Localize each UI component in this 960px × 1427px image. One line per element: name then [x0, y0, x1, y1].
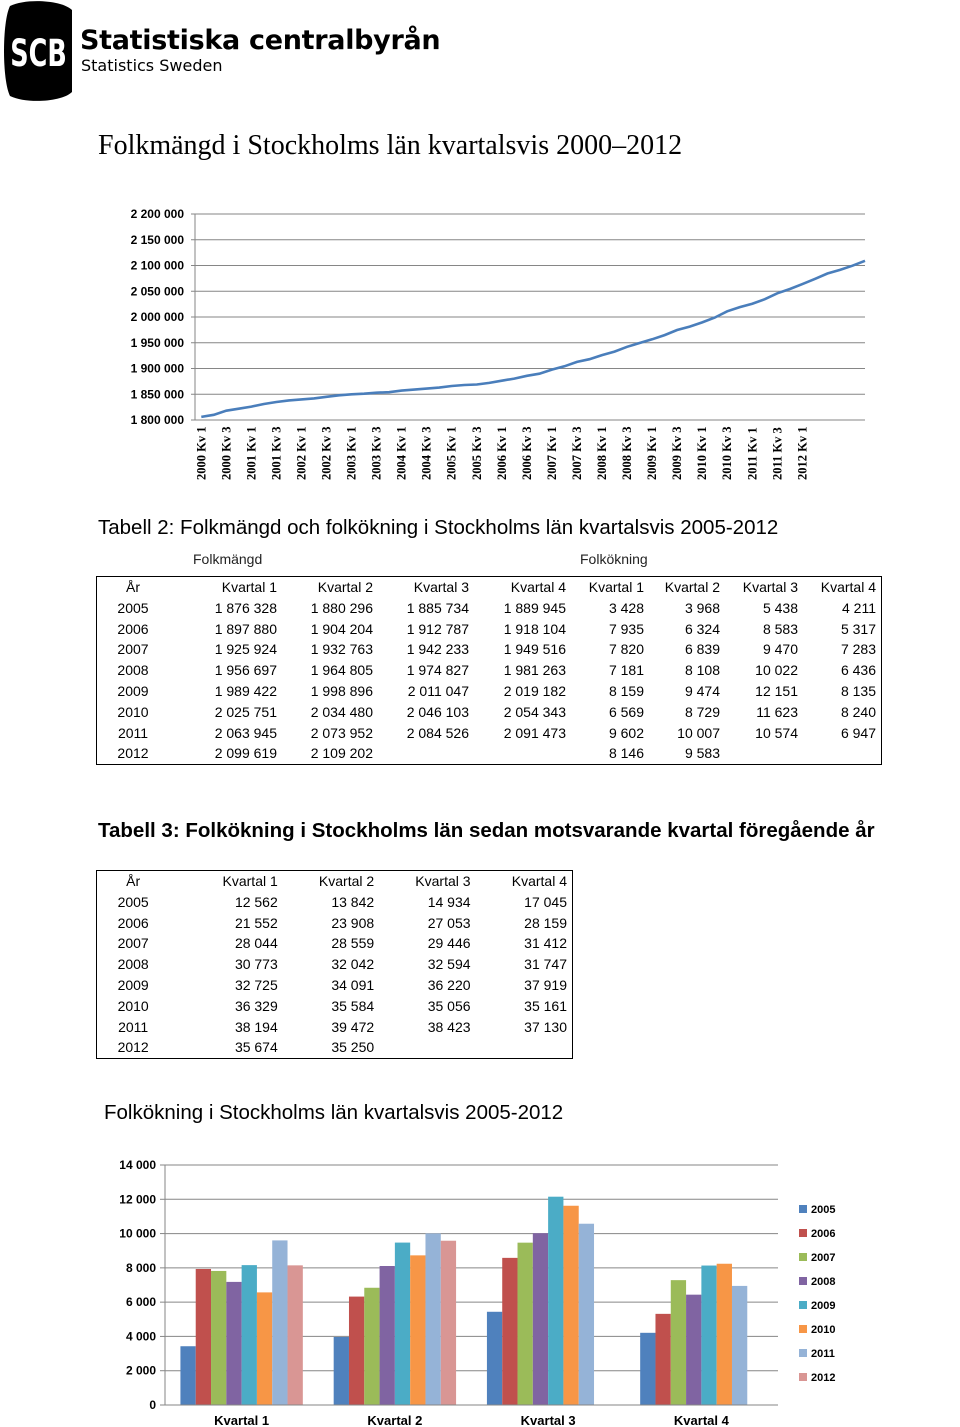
table-row [97, 975, 572, 996]
value-cell: 38 194 [234, 1018, 278, 1035]
value-cell: 6 947 [840, 724, 876, 741]
value-cell: 1 912 787 [406, 620, 469, 637]
bar-2007 [211, 1271, 226, 1405]
value-cell: 37 130 [524, 1018, 567, 1035]
scb-logo-icon [2, 0, 74, 102]
value-cell: 32 594 [427, 956, 471, 973]
bar-2008 [380, 1266, 395, 1405]
value-cell: 4 211 [842, 599, 876, 616]
value-cell: 5 438 [762, 599, 798, 616]
bar-2012 [288, 1265, 303, 1405]
value-cell [379, 1037, 475, 1058]
year-cell: 2011 [117, 724, 149, 741]
bar-2006 [655, 1314, 670, 1405]
table-row [97, 702, 881, 723]
table-row [97, 954, 572, 975]
value-cell: 34 091 [331, 976, 375, 993]
value-cell: 7 820 [608, 641, 644, 658]
table-row [97, 892, 572, 913]
population-line-chart [100, 200, 872, 490]
column-header: Kvartal 4 [511, 873, 567, 889]
column-header: Kvartal 1 [588, 579, 644, 595]
value-cell: 1 974 827 [406, 662, 469, 679]
value-cell [803, 743, 881, 764]
value-cell: 2 019 182 [503, 682, 566, 699]
bar-2009 [395, 1243, 410, 1405]
value-cell [476, 1037, 572, 1058]
value-cell: 1 925 924 [214, 641, 277, 658]
x-tick-label: 2009 Kv 1 [645, 426, 660, 480]
x-tick-label: 2006 Kv 1 [494, 426, 509, 480]
value-cell: 2 073 952 [310, 724, 373, 741]
value-cell: 9 583 [684, 745, 720, 762]
x-tick-label: 2007 Kv 3 [569, 426, 584, 480]
value-cell: 2 034 480 [310, 703, 373, 720]
x-tick-label: 2004 Kv 1 [394, 426, 409, 480]
x-tick-label: 2001 Kv 1 [244, 426, 259, 480]
value-cell: 35 056 [427, 997, 471, 1014]
y-tick-label: 1 850 000 [130, 387, 184, 402]
value-cell: 9 602 [608, 724, 644, 741]
value-cell [725, 743, 803, 764]
year-cell: 2006 [117, 914, 149, 931]
x-tick-label: 2005 Kv 3 [469, 426, 484, 480]
value-cell: 2 084 526 [406, 724, 469, 741]
value-cell: 2 025 751 [214, 703, 277, 720]
bar-2012 [441, 1241, 456, 1405]
x-tick-label: 2003 Kv 1 [344, 426, 359, 480]
value-cell: 10 007 [677, 724, 720, 741]
bar-2010 [717, 1264, 732, 1405]
value-cell: 17 045 [524, 893, 567, 910]
value-cell: 35 161 [524, 997, 567, 1014]
bar-2007 [364, 1288, 379, 1405]
value-cell: 6 569 [608, 703, 644, 720]
legend-swatch [799, 1205, 807, 1213]
value-cell: 1 956 697 [214, 662, 277, 679]
value-cell: 1 885 734 [406, 599, 469, 616]
value-cell: 1 876 328 [214, 599, 277, 616]
value-cell: 39 472 [331, 1018, 375, 1035]
x-tick-label: 2000 Kv 1 [194, 426, 209, 480]
value-cell: 1 942 233 [406, 641, 469, 658]
value-cell: 38 423 [427, 1018, 471, 1035]
year-cell: 2007 [117, 935, 149, 952]
value-cell: 28 559 [331, 935, 375, 952]
x-tick-label: 2012 Kv 1 [795, 426, 810, 480]
column-header: Kvartal 2 [664, 579, 720, 595]
value-cell: 29 446 [427, 935, 471, 952]
value-cell: 28 159 [524, 914, 567, 931]
year-cell: 2009 [117, 976, 149, 993]
x-category-label: Kvartal 1 [214, 1413, 270, 1427]
value-cell: 3 428 [608, 599, 644, 616]
year-cell: 2005 [117, 893, 149, 910]
value-cell: 1 889 945 [503, 599, 566, 616]
bar-2005 [334, 1337, 349, 1405]
legend-swatch [799, 1229, 807, 1237]
x-tick-label: 2002 Kv 3 [319, 426, 334, 480]
logo-text: SCB [10, 31, 67, 76]
x-category-label: Kvartal 3 [520, 1413, 576, 1427]
y-tick-label: 2 000 000 [130, 310, 184, 324]
y-tick-label: 2 200 000 [130, 207, 184, 221]
value-cell: 3 968 [684, 599, 720, 616]
column-header: Kvartal 3 [742, 579, 798, 595]
value-cell: 1 880 296 [310, 599, 373, 616]
value-cell: 31 412 [524, 935, 567, 952]
legend-label: 2010 [811, 1324, 836, 1336]
value-cell: 6 324 [684, 620, 720, 637]
table-row [97, 1017, 572, 1038]
column-header: Kvartal 2 [318, 873, 375, 889]
table-row [97, 598, 881, 619]
value-cell: 2 046 103 [406, 703, 469, 720]
value-cell: 32 725 [234, 976, 278, 993]
table-row [97, 619, 881, 640]
legend-label: 2008 [811, 1276, 836, 1288]
value-cell: 35 674 [234, 1039, 278, 1056]
y-tick-label: 2 050 000 [130, 284, 184, 299]
value-cell: 1 964 805 [310, 662, 373, 679]
year-cell: 2010 [117, 703, 149, 720]
column-header: Kvartal 2 [317, 579, 373, 595]
column-header-year: År [126, 873, 141, 889]
x-category-label: Kvartal 2 [367, 1413, 423, 1427]
table2-title: Tabell 2: Folkmängd och folkökning i Stockholms län kvartalsvis 2005-2012 [98, 516, 779, 539]
value-cell: 35 584 [331, 997, 375, 1014]
legend-label: 2007 [811, 1252, 836, 1264]
value-cell: 35 250 [331, 1039, 375, 1056]
year-cell: 2012 [117, 1039, 149, 1056]
x-tick-label: 2002 Kv 1 [294, 426, 309, 480]
value-cell: 1 918 104 [503, 620, 566, 637]
value-cell: 8 146 [608, 745, 644, 762]
legend-label: 2009 [811, 1300, 836, 1312]
column-header: Kvartal 3 [413, 579, 469, 595]
value-cell [474, 743, 571, 764]
y-tick-label: 0 [149, 1398, 156, 1412]
value-cell: 8 729 [684, 703, 720, 720]
x-tick-label: 2006 Kv 3 [519, 426, 534, 480]
y-tick-label: 14 000 [119, 1158, 156, 1172]
legend-swatch [799, 1301, 807, 1309]
bar-chart-title: Folkökning i Stockholms län kvartalsvis 2005-2012 [104, 1101, 564, 1124]
year-cell: 2005 [117, 599, 149, 616]
legend-swatch [799, 1325, 807, 1333]
table3 [96, 870, 573, 1059]
value-cell: 1 904 204 [310, 620, 373, 637]
column-header: Kvartal 1 [221, 579, 277, 595]
table3-header-row [97, 871, 572, 892]
column-header-year: År [126, 579, 140, 595]
value-cell: 2 099 619 [214, 745, 277, 762]
table-row [97, 996, 572, 1017]
value-cell: 9 470 [762, 641, 798, 658]
value-cell: 1 998 896 [310, 682, 373, 699]
value-cell: 21 552 [234, 914, 278, 931]
bar-2008 [226, 1282, 241, 1405]
value-cell: 6 839 [684, 641, 720, 658]
value-cell: 12 562 [234, 893, 278, 910]
bar-2006 [196, 1269, 211, 1405]
bar-2011 [732, 1286, 747, 1405]
table2-header-row [97, 577, 881, 598]
value-cell: 13 842 [331, 893, 375, 910]
brand-name: Statistiska centralbyrån [80, 25, 441, 56]
x-tick-label: 2004 Kv 3 [419, 426, 434, 480]
value-cell: 2 011 047 [407, 682, 469, 699]
group-label-folkmangd: Folkmängd [193, 551, 263, 567]
bar-2011 [425, 1233, 440, 1405]
table-row [97, 1037, 572, 1058]
bar-2009 [701, 1266, 716, 1405]
value-cell: 5 317 [840, 620, 876, 637]
value-cell: 8 583 [762, 620, 798, 637]
x-tick-label: 2008 Kv 3 [620, 426, 635, 480]
year-cell: 2006 [117, 620, 149, 637]
y-tick-label: 12 000 [119, 1192, 156, 1207]
year-cell: 2007 [117, 641, 149, 658]
value-cell: 36 220 [427, 976, 471, 993]
y-tick-label: 1 900 000 [130, 361, 184, 376]
x-tick-label: 2001 Kv 3 [269, 426, 284, 480]
value-cell: 8 135 [840, 682, 876, 699]
value-cell: 2 063 945 [214, 724, 277, 741]
legend-swatch [799, 1253, 807, 1261]
x-tick-label: 2011 Kv 1 [745, 427, 760, 480]
column-header: Kvartal 3 [415, 873, 471, 889]
y-tick-label: 6 000 [125, 1295, 156, 1310]
value-cell: 27 053 [427, 914, 471, 931]
table2 [96, 576, 882, 765]
y-tick-label: 2 000 [125, 1363, 156, 1378]
value-cell: 1 897 880 [214, 620, 277, 637]
bar-2005 [487, 1312, 502, 1405]
bar-2011 [272, 1240, 287, 1405]
y-tick-label: 1 800 000 [130, 413, 184, 427]
table-row [97, 723, 881, 744]
value-cell: 7 283 [840, 641, 876, 658]
value-cell: 10 022 [755, 662, 798, 679]
value-cell: 8 108 [684, 662, 720, 679]
bar-2007 [518, 1243, 533, 1405]
group-label-folkokning: Folkökning [580, 551, 648, 567]
y-tick-label: 10 000 [119, 1226, 156, 1241]
y-tick-label: 2 100 000 [130, 258, 184, 273]
year-cell: 2010 [117, 997, 149, 1014]
x-tick-label: 2005 Kv 1 [444, 426, 459, 480]
table-row [97, 639, 881, 660]
bar-2009 [242, 1265, 257, 1405]
table-row [97, 660, 881, 681]
x-tick-label: 2009 Kv 3 [670, 426, 685, 480]
value-cell: 32 042 [331, 956, 375, 973]
value-cell: 10 574 [755, 724, 798, 741]
bar-2005 [640, 1333, 655, 1405]
year-cell: 2011 [118, 1018, 149, 1035]
value-cell: 1 949 516 [503, 641, 566, 658]
year-cell: 2012 [117, 745, 149, 762]
table-row [97, 913, 572, 934]
value-cell: 2 054 343 [503, 703, 566, 720]
bar-2006 [502, 1258, 517, 1405]
column-header: Kvartal 1 [222, 873, 278, 889]
y-tick-label: 8 000 [125, 1260, 156, 1275]
x-tick-label: 2010 Kv 3 [720, 426, 735, 480]
bar-2008 [533, 1233, 548, 1405]
y-tick-label: 1 950 000 [130, 335, 184, 350]
value-cell: 36 329 [234, 997, 278, 1014]
growth-bar-chart [100, 1150, 960, 1427]
bar-2005 [180, 1346, 195, 1405]
legend-swatch [799, 1277, 807, 1285]
x-tick-label: 2010 Kv 1 [695, 426, 710, 480]
legend-label: 2006 [811, 1228, 836, 1240]
legend-label: 2011 [811, 1348, 835, 1360]
column-header: Kvartal 4 [510, 579, 566, 595]
value-cell: 8 240 [840, 703, 876, 720]
x-category-label: Kvartal 4 [673, 1413, 729, 1427]
value-cell: 12 151 [755, 682, 798, 699]
page-title: Folkmängd i Stockholms län kvartalsvis 2000–2012 [98, 130, 683, 161]
value-cell: 9 474 [684, 682, 720, 699]
value-cell: 1 981 263 [503, 662, 566, 679]
value-cell: 1 932 763 [310, 641, 373, 658]
value-cell: 7 181 [608, 662, 644, 679]
year-cell: 2008 [117, 662, 149, 679]
value-cell: 23 908 [331, 914, 375, 931]
population-series-line [201, 261, 865, 417]
value-cell: 2 109 202 [310, 745, 373, 762]
bar-2010 [410, 1255, 425, 1405]
y-tick-label: 2 150 000 [130, 232, 184, 247]
value-cell: 31 747 [524, 956, 567, 973]
value-cell: 6 436 [840, 662, 876, 679]
bar-2008 [686, 1295, 701, 1405]
bar-2007 [671, 1280, 686, 1405]
value-cell: 7 935 [608, 620, 644, 637]
year-cell: 2008 [117, 956, 149, 973]
legend-swatch [799, 1349, 807, 1357]
table-row [97, 933, 572, 954]
value-cell: 2 091 473 [503, 724, 566, 741]
y-tick-label: 4 000 [125, 1329, 156, 1344]
table-row [97, 681, 881, 702]
value-cell [378, 743, 474, 764]
x-tick-label: 2008 Kv 1 [595, 426, 610, 480]
x-tick-label: 2007 Kv 1 [544, 426, 559, 480]
table-row [97, 743, 881, 764]
value-cell: 30 773 [234, 956, 278, 973]
brand-subtitle: Statistics Sweden [81, 56, 223, 75]
bar-2010 [563, 1206, 578, 1405]
x-tick-label: 2000 Kv 3 [219, 426, 234, 480]
legend-swatch [799, 1373, 807, 1381]
value-cell: 28 044 [234, 935, 278, 952]
year-cell: 2009 [117, 682, 149, 699]
value-cell: 37 919 [524, 976, 567, 993]
value-cell: 8 159 [608, 682, 644, 699]
value-cell: 1 989 422 [214, 682, 277, 699]
x-tick-label: 2011 Kv 3 [770, 427, 785, 480]
column-header: Kvartal 4 [820, 579, 876, 595]
value-cell: 14 934 [427, 893, 471, 910]
x-tick-label: 2003 Kv 3 [369, 426, 384, 480]
bar-2006 [349, 1297, 364, 1405]
bar-2010 [257, 1292, 272, 1405]
table3-title: Tabell 3: Folkökning i Stockholms län sedan motsvarande kvartal föregående år [98, 819, 875, 842]
value-cell: 11 623 [756, 703, 798, 720]
legend-label: 2005 [811, 1204, 836, 1216]
bar-2009 [548, 1197, 563, 1405]
bar-2011 [579, 1224, 594, 1405]
legend-label: 2012 [811, 1372, 836, 1384]
